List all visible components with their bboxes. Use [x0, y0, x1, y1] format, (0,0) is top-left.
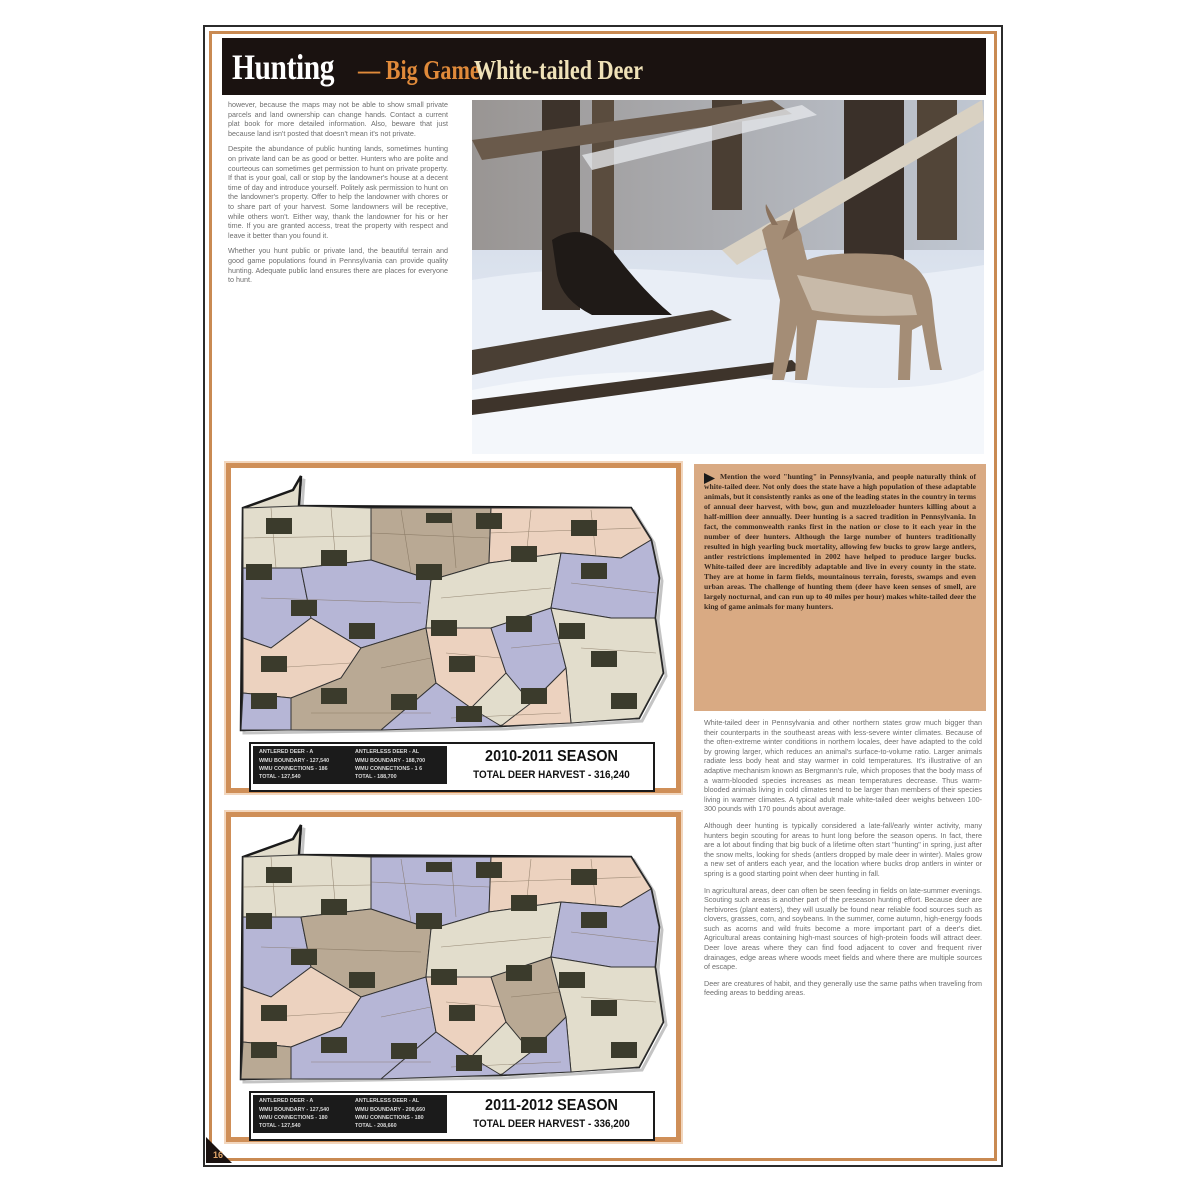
- deer-photo: [472, 100, 984, 454]
- page-number: 16: [213, 1150, 224, 1160]
- intro-sidebar: [694, 464, 986, 711]
- page-number-tab: [206, 1137, 232, 1163]
- intro-paragraph: however, because the maps may not be able to show small private parcels and land ownership can change hands. Contact a current plat book for more detailed information. Also, beware that just because land isn't posted that doesn't mean it's not private.: [228, 100, 448, 138]
- page-header: [222, 38, 986, 95]
- stat-line: WMU CONNECTIONS - 1 6: [355, 766, 423, 772]
- stat-line: ANTLERED DEER - A: [259, 749, 314, 755]
- season-title: 2010-2011 SEASON: [485, 748, 618, 765]
- intro-paragraph: Despite the abundance of public hunting lands, sometimes hunting on private land can be as good or better. Hunters who are polite and courteous can sometimes get permission to hunt on private property. If that is your goal, call or stop by the landowner's house at a decent time of day and introduce yourself. Politely ask permission to hunt on the landowner's property. Offer to help the landowner with chores or to share part of your harvest. Some landowners will be receptive, while others won't. Either way, thank the landowner for his or her time. If you are granted access, treat the property with respect and leave it better than you found it.: [228, 144, 448, 240]
- map-legend: [249, 742, 655, 792]
- harvest-stats: [253, 746, 447, 784]
- intro-column: [228, 100, 448, 285]
- stat-line: TOTAL - 188,700: [355, 774, 397, 780]
- stat-line: ANTLERED DEER - A: [259, 1098, 314, 1104]
- stat-line: WMU BOUNDARY - 127,540: [259, 1107, 330, 1113]
- total-harvest: TOTAL DEER HARVEST - 316,240: [473, 769, 630, 781]
- triangle-bullet-icon: [704, 473, 715, 484]
- stat-line: WMU CONNECTIONS - 180: [355, 1115, 424, 1121]
- map-legend: [249, 1091, 655, 1141]
- body-paragraph: Deer are creatures of habit, and they generally use the same paths when traveling from feeding areas to bedding areas.: [704, 978, 982, 998]
- stat-line: WMU BOUNDARY - 127,540: [259, 758, 330, 764]
- header-hunting: Hunting: [232, 47, 335, 87]
- pennsylvania-wmu-map: [231, 468, 676, 740]
- stat-line: WMU BOUNDARY - 208,660: [355, 1107, 426, 1113]
- stat-line: TOTAL - 127,540: [259, 774, 301, 780]
- main-column: [704, 718, 982, 998]
- stat-line: WMU CONNECTIONS - 186: [259, 766, 328, 772]
- stat-line: WMU CONNECTIONS - 180: [259, 1115, 328, 1121]
- stat-line: TOTAL - 208,660: [355, 1123, 397, 1129]
- deer-harvest-map-card: [226, 812, 681, 1142]
- intro-paragraph: Whether you hunt public or private land, the beautiful terrain and good game populations found in Pennsylvania can provide quality hunting. Adequate public land ensures there are places for everyone to hunt.: [228, 246, 448, 285]
- header-species: White-tailed Deer: [474, 55, 644, 85]
- deer-harvest-map-card: [226, 463, 681, 793]
- body-paragraph: In agricultural areas, deer can often be seen feeding in fields on late-summer evenings. Scouting such areas is another part of the preseason hunting effort. Because deer are herbivores (plant eaters), they will usually be found near reliable food sources such as clovers, grasses, corn, and soybeans. In the summer, come autumn, high-energy foods such as acorns and wild fruits become a more important part of a deer's diet. Agricultural areas containing high-mast sources of high-protein foods will attract deer. Deer love areas where they can find food adjacent to cover and frequent river drainages, edge areas where woods meet fields and where there are multiple sources of escape.: [704, 885, 982, 972]
- total-harvest: TOTAL DEER HARVEST - 336,200: [473, 1118, 630, 1130]
- sidebar-text: Mention the word "hunting" in Pennsylvania, and people naturally think of white-tailed deer. Not only does the state have a high population of these adaptable animals, but it consistently ranks as one of the leading states in the country in terms of annual deer harvest, with bow, gun and muzzleloader hunters killing about a half-million deer annually. Deer hunting is a sacred tradition in Pennsylvania. In fact, the commonwealth ranks first in the nation or close to it each year in the number of deer hunters. Although the large number of hunters traditionally resulted in high yearling buck mortality, allowing few bucks to grow large antlers, antler restrictions implemented in 2002 have helped to produce larger bucks. White-tailed deer are incredibly adaptable and live in every county in the state. They are at home in farm fields, mountainous terrain, forests, swamps and even urban areas. The challenge of hunting them (deer have keen senses of smell, are largely nocturnal, and can run up to 40 miles per hour) makes white-tailed deer the king of game animals for many hunters.: [704, 472, 976, 611]
- pennsylvania-wmu-map: [231, 817, 676, 1089]
- body-paragraph: Although deer hunting is typically considered a late-fall/early winter activity, many hunters begin scouting for areas to hunt long before the season opens. In fact, there are a lot about finding that big buck of a lifetime often start "hunting" in spring, just after the snow melts, looking for sheds (antlers dropped by male deer in winter). Males grow a new set of antlers each year, and the location where bucks drop antlers in winter or spring is a good starting point when deer hunting in fall.: [704, 820, 982, 878]
- header-big-game: — Big Game: [358, 55, 480, 85]
- stat-line: ANTLERLESS DEER - AL: [355, 749, 420, 755]
- stat-line: TOTAL - 127,540: [259, 1123, 301, 1129]
- season-title: 2011-2012 SEASON: [485, 1097, 618, 1114]
- body-paragraph: White-tailed deer in Pennsylvania and other northern states grow much bigger than their counterparts in the southeast areas with less-severe winter climates. Because of the often-extreme winter conditions in northern locales, deer have adapted to the cold by growing larger, which reduces an animal's surface-to-volume ratio. Larger animals radiate less body heat and stay warmer in cold temperatures. It's illustrative of an adaptive mechanism known as Bergmann's rule, which proposes that the body mass of a warm-blooded species increases as mean temperatures decrease. Thus warm-blooded animals living in cold climates tend to be larger than members of their species living in warmer climates. A typical adult male white-tailed deer weighs between 100-300 pounds with 170 pounds about average.: [704, 718, 982, 814]
- stat-line: ANTLERLESS DEER - AL: [355, 1098, 420, 1104]
- stat-line: WMU BOUNDARY - 188,700: [355, 758, 426, 764]
- harvest-stats: [253, 1095, 447, 1133]
